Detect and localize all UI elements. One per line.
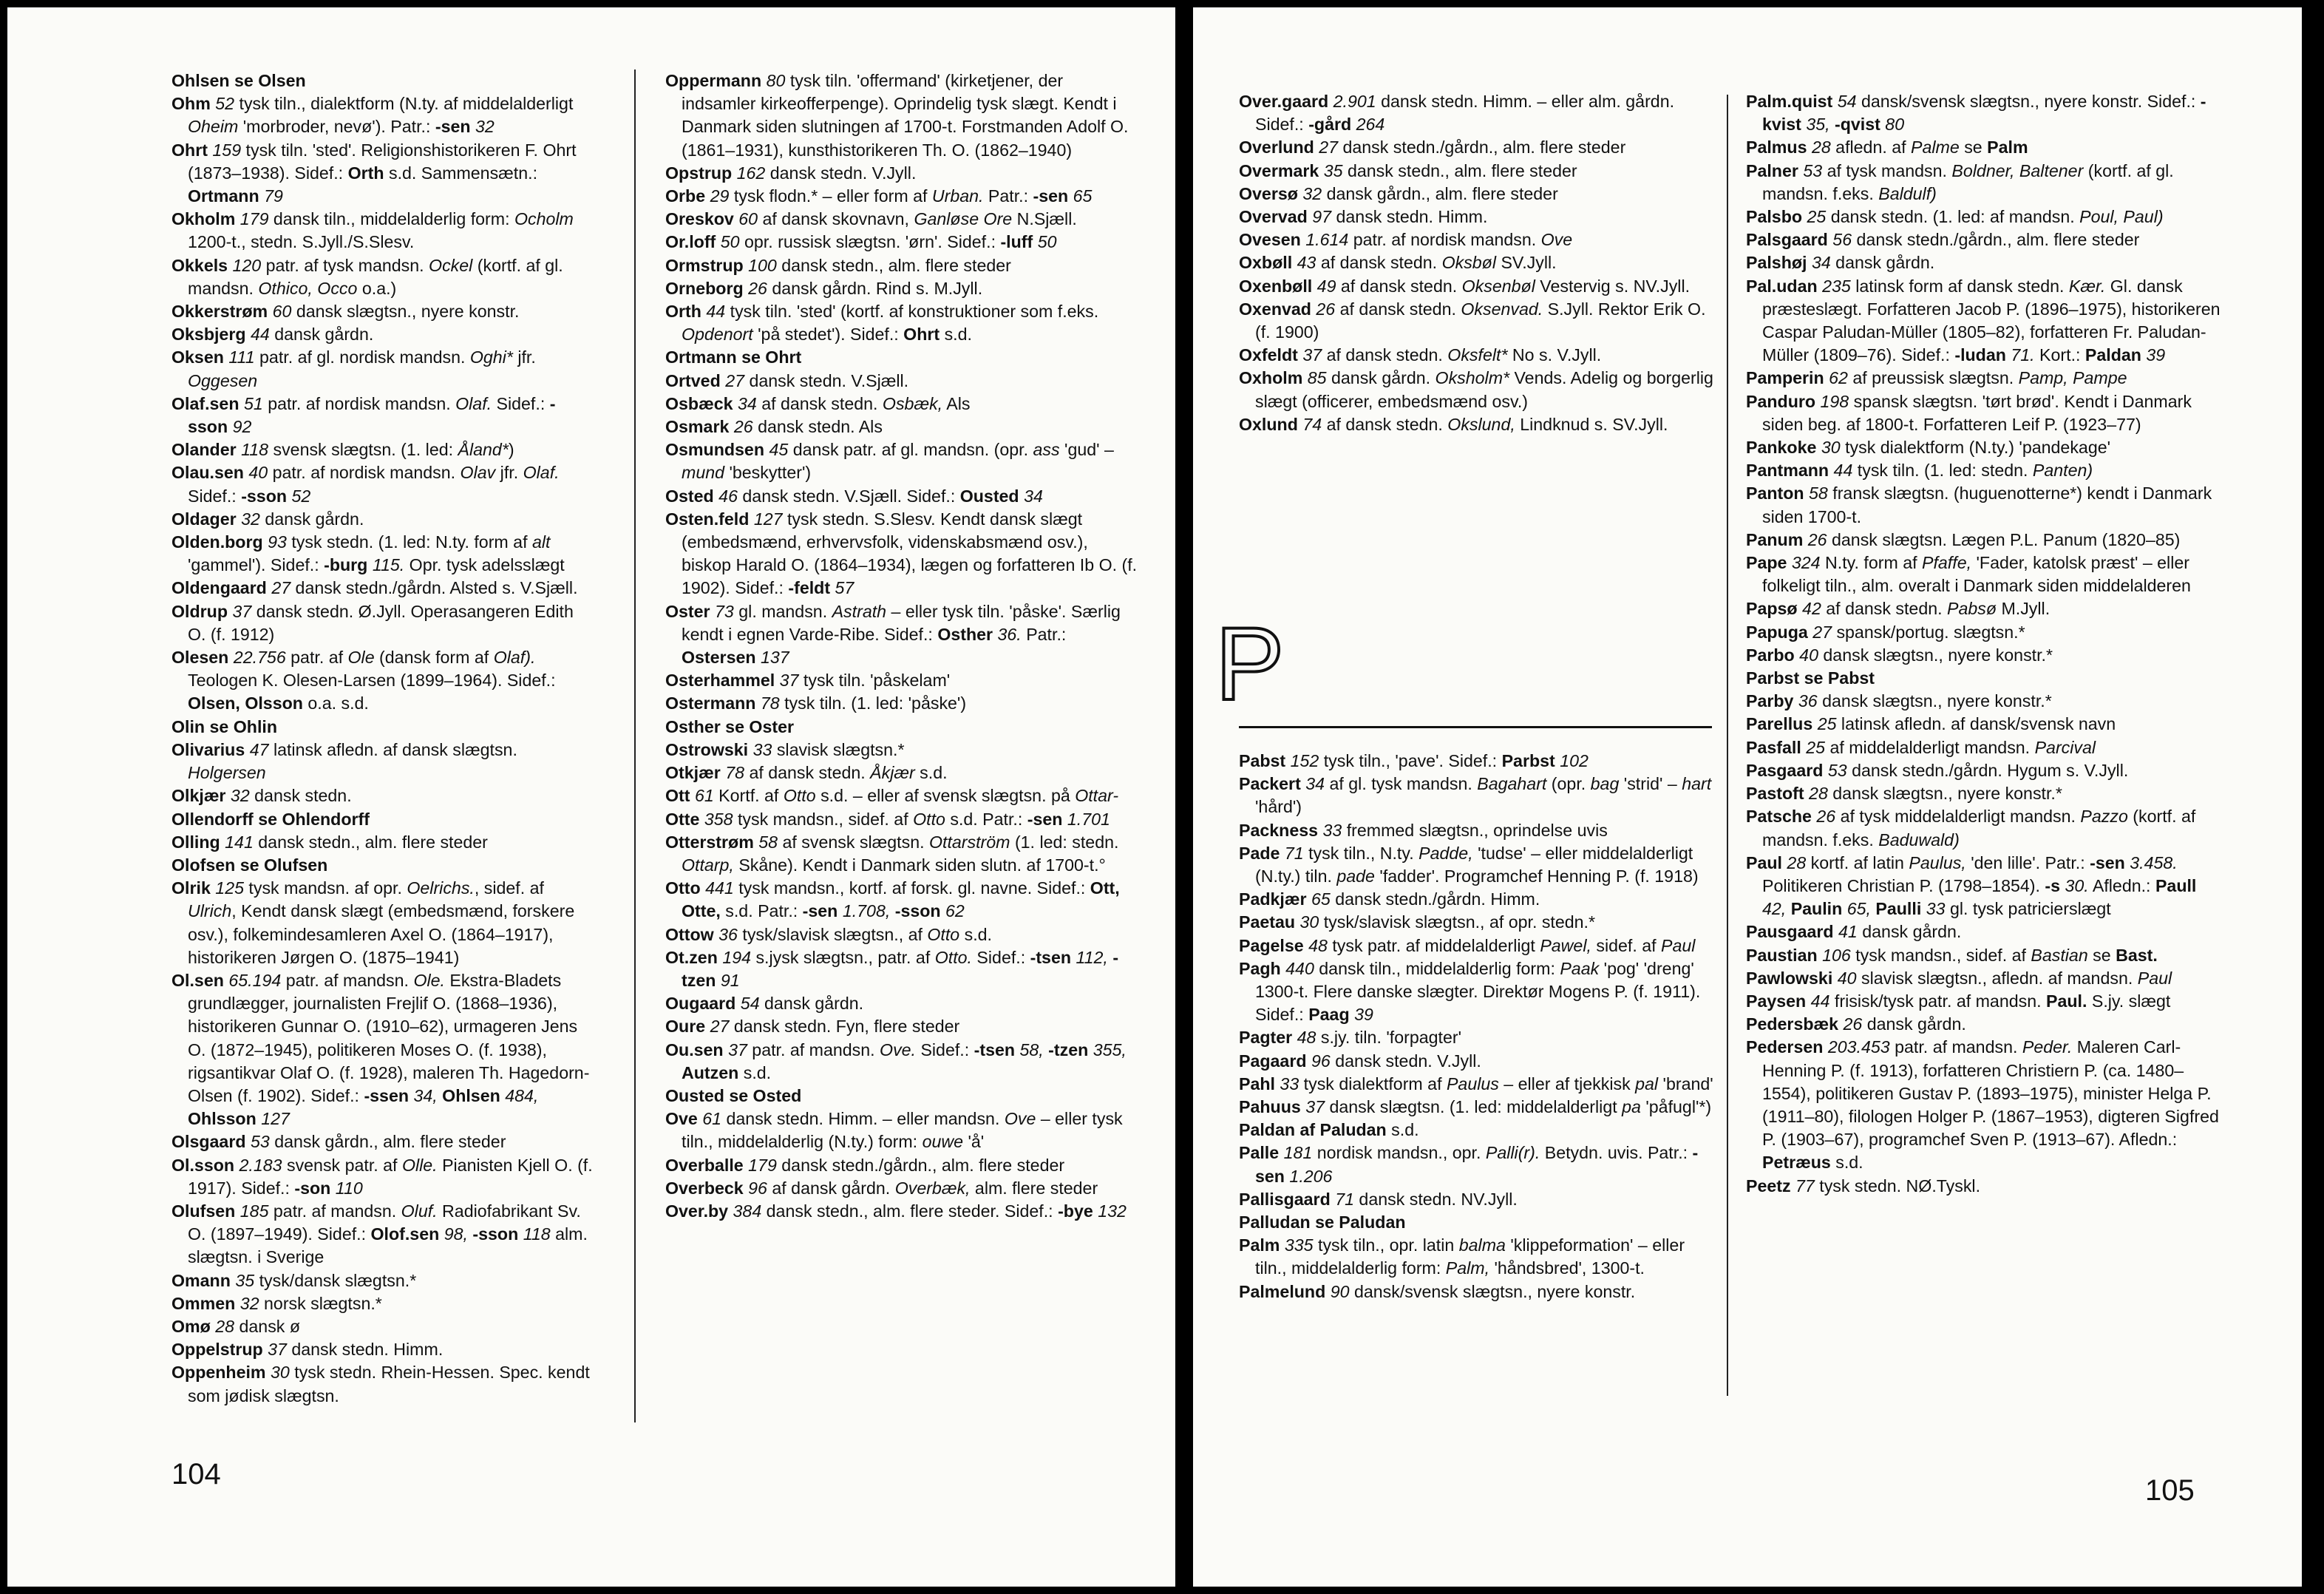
dictionary-entry: Palshøj 34 dansk gårdn.: [1746, 253, 1935, 273]
dictionary-entry: Ou.sen 37 patr. af mandsn. Ove. Sidef.: -tsen 58, -tzen 355, Autzen s.d.: [665, 1040, 1127, 1082]
dictionary-entry: Padkjær 65 dansk stedn./gårdn. Himm.: [1239, 889, 1540, 909]
dictionary-entry: Ove 61 dansk stedn. Himm. – eller mandsn. Ove – eller tysk tiln., middelalderlig (N.ty.) form: ouwe 'å': [665, 1109, 1123, 1152]
right-column-1-bottom: [1239, 750, 1713, 1303]
page-number: 105: [2145, 1474, 2195, 1507]
dictionary-entry: Olaf.sen 51 patr. af nordisk mandsn. Olaf. Sidef.: -sson 92: [171, 393, 556, 437]
dictionary-entry: Otkjær 78 af dansk stedn. Åkjær s.d.: [665, 763, 948, 783]
dictionary-entry: Oksbjerg 44 dansk gårdn.: [171, 325, 374, 345]
dictionary-entry: Otto 441 tysk mandsn., kortf. af forsk. gl. navne. Sidef.: Ott, Otte, s.d. Patr.: -sen 1.708, -sson 62: [665, 878, 1120, 921]
dictionary-entry: Overbeck 96 af dansk gårdn. Overbæk, alm. flere steder: [665, 1178, 1098, 1198]
dictionary-entry: Palm 335 tysk tiln., opr. latin balma 'klippeformation' – eller tiln., middelalderlig form: Palm, 'håndsbred', 1300-t.: [1239, 1235, 1685, 1278]
section-rule: [1239, 726, 1712, 728]
dictionary-entry: Pedersbæk 26 dansk gårdn.: [1746, 1014, 1966, 1034]
dictionary-entry: Palludan se Paludan: [1239, 1213, 1406, 1232]
dictionary-entry: Omann 35 tysk/dansk slægtsn.*: [171, 1270, 417, 1290]
dictionary-entry: Okkels 120 patr. af tysk mandsn. Ockel (kortf. af gl. mandsn. Othico, Occo o.a.): [171, 255, 563, 298]
dictionary-entry: Pausgaard 41 dansk gårdn.: [1746, 922, 1962, 942]
dictionary-entry: Omø 28 dansk ø: [171, 1316, 301, 1336]
dictionary-entry: Olden.borg 93 tysk stedn. (1. led: N.ty. form af alt 'gammel'). Sidef.: -burg 115. Opr. tysk adelsslægt: [171, 532, 565, 575]
dictionary-entry: Palner 53 af tysk mandsn. Boldner, Baltener (kortf. af gl. mandsn. f.eks. Baldulf): [1746, 160, 2174, 203]
dictionary-entry: Ohlsen se Olsen: [171, 71, 306, 90]
dictionary-entry: Oppelstrup 37 dansk stedn. Himm.: [171, 1340, 444, 1360]
dictionary-entry: Pabst 152 tysk tiln., 'pave'. Sidef.: Parbst 102: [1239, 751, 1589, 770]
dictionary-entry: Palm.quist 54 dansk/svensk slægtsn., nyere konstr. Sidef.: -kvist 35, -qvist 80: [1746, 92, 2206, 135]
dictionary-entry: Ohrt 159 tysk tiln. 'sted'. Religionshistorikeren F. Ohrt (1873–1938). Sidef.: Orth s.d. Sammensætn.: Ortmann 79: [171, 140, 577, 206]
dictionary-entry: Pallisgaard 71 dansk stedn. NV.Jyll.: [1239, 1189, 1518, 1209]
dictionary-entry: Oxholm 85 dansk gårdn. Oksholm* Vends. Adelig og borgerlig slægt (officerer, embedsmænd osv.): [1239, 368, 1713, 411]
dictionary-entry: Otte 358 tysk mandsn., sidef. af Otto s.d. Patr.: -sen 1.701: [665, 809, 1110, 829]
dictionary-entry: Olofsen se Olufsen: [171, 855, 328, 875]
dictionary-entry: Ott 61 Kortf. af Otto s.d. – eller af svensk slægtsn. på Ottar-: [665, 786, 1119, 806]
dictionary-entry: Paul 28 kortf. af latin Paulus, 'den lille'. Patr.: -sen 3.458. Politikeren Christian P. (1798–1854). -s 30. Afledn.: Paull 42, Paulin 65, Paulli 33 gl. tysk patricierslægt: [1746, 852, 2197, 919]
dictionary-entry: Ousted se Osted: [665, 1085, 802, 1105]
dictionary-entry: Oster 73 gl. mandsn. Astrath – eller tysk tiln. 'påske'. Særlig kendt i egnen Varde-Ribe. Sidef.: Osther 36. Patr.: Ostersen 137: [665, 601, 1121, 668]
dictionary-entry: Pankoke 30 tysk dialektform (N.ty.) 'pandekage': [1746, 438, 2111, 458]
dictionary-entry: Oppermann 80 tysk tiln. 'offermand' (kirketjener, der indsamler kirkeofferpenge). Oprindelig tysk slægt. Kendt i Danmark siden slutningen af 1700-t. Forstmanden Adolf O. (1861–1931), kunsthistorikeren Th. O. (1862–1940): [665, 71, 1129, 160]
dictionary-entry: Ostrowski 33 slavisk slægtsn.*: [665, 739, 905, 759]
dictionary-entry: Overvad 97 dansk stedn. Himm.: [1239, 207, 1488, 227]
dictionary-entry: Oppenheim 30 tysk stedn. Rhein-Hessen. Spec. kendt som jødisk slægtsn.: [171, 1363, 590, 1405]
dictionary-entry: Olling 141 dansk stedn., alm. flere steder: [171, 832, 488, 852]
dictionary-entry: Pahl 33 tysk dialektform af Paulus – eller af tjekkisk pal 'brand': [1239, 1074, 1713, 1093]
dictionary-entry: Olander 118 svensk slægtsn. (1. led: Åland*): [171, 440, 514, 460]
dictionary-entry: Pawlowski 40 slavisk slægtsn., afledn. af mandsn. Paul: [1746, 968, 2172, 988]
dictionary-entry: Oxfeldt 37 af dansk stedn. Oksfelt* No s. V.Jyll.: [1239, 345, 1602, 365]
dictionary-entry: Paldan af Paludan s.d.: [1239, 1120, 1419, 1140]
dictionary-entry: Paysen 44 frisisk/tysk patr. af mandsn. Paul. S.jy. slægt: [1746, 991, 2171, 1011]
dictionary-entry: Olufsen 185 patr. af mandsn. Oluf. Radiofabrikant Sv. O. (1897–1949). Sidef.: Olof.sen 98, -sson 118 alm. slægtsn. i Sverige: [171, 1201, 588, 1267]
dictionary-entry: Oksen 111 patr. af gl. nordisk mandsn. Oghi* jfr. Oggesen: [171, 347, 536, 390]
right-column-1-top: [1239, 90, 1713, 436]
section-letter-heading: P: [1215, 606, 1285, 722]
dictionary-entry: Patsche 26 af tysk middelalderligt mandsn. Pazzo (kortf. af mandsn. f.eks. Baduwald): [1746, 807, 2196, 849]
dictionary-entry: Panduro 198 spansk slægtsn. 'tørt brød'. Kendt i Danmark siden beg. af 1800-t. Forfatteren Leif P. (1923–77): [1746, 391, 2192, 434]
right-page: [1193, 7, 2302, 1587]
dictionary-entry: Osmark 26 dansk stedn. Als: [665, 417, 883, 437]
dictionary-entry: Oure 27 dansk stedn. Fyn, flere steder: [665, 1017, 960, 1037]
column-divider: [1727, 95, 1728, 1396]
dictionary-entry: Ovesen 1.614 patr. af nordisk mandsn. Ove: [1239, 230, 1573, 250]
dictionary-entry: Pagh 440 dansk tiln., middelalderlig form: Paak 'pog' 'dreng' 1300-t. Flere danske slægter. Direktør Mogens P. (f. 1911). Sidef.: Paag 39: [1239, 958, 1701, 1025]
dictionary-entry: Pahuus 37 dansk slægtsn. (1. led: middelalderligt pa 'påfugl'*): [1239, 1097, 1712, 1117]
dictionary-entry: Osmundsen 45 dansk patr. af gl. mandsn. (opr. ass 'gud' – mund 'beskytter'): [665, 440, 1114, 483]
dictionary-entry: Panum 26 dansk slægtsn. Lægen P.L. Panum (1820–85): [1746, 529, 2181, 549]
dictionary-entry: Ormstrup 100 dansk stedn., alm. flere steder: [665, 255, 1011, 275]
dictionary-entry: Paetau 30 tysk/slavisk slægtsn., af opr. stedn.*: [1239, 912, 1596, 932]
dictionary-entry: Overlund 27 dansk stedn./gårdn., alm. flere steder: [1239, 138, 1626, 157]
dictionary-entry: Olkjær 32 dansk stedn.: [171, 786, 352, 806]
dictionary-entry: Pasfall 25 af middelalderligt mandsn. Parcival: [1746, 737, 2096, 757]
dictionary-entry: Pagter 48 s.jy. tiln. 'forpagter': [1239, 1028, 1461, 1048]
dictionary-entry: Overballe 179 dansk stedn./gårdn., alm. flere steder: [665, 1155, 1065, 1175]
dictionary-entry: Olin se Ohlin: [171, 716, 278, 736]
dictionary-entry: Pasgaard 53 dansk stedn./gårdn. Hygum s. V.Jyll.: [1746, 760, 2129, 780]
left-page: [7, 7, 1175, 1587]
dictionary-entry: Orbe 29 tysk flodn.* – eller form af Urban. Patr.: -sen 65: [665, 186, 1093, 206]
dictionary-entry: Osted 46 dansk stedn. V.Sjæll. Sidef.: Ousted 34: [665, 486, 1043, 506]
column-divider: [634, 69, 636, 1422]
dictionary-entry: Olau.sen 40 patr. af nordisk mandsn. Olav jfr. Olaf. Sidef.: -sson 52: [171, 463, 560, 506]
dictionary-entry: Osther se Oster: [665, 716, 794, 736]
dictionary-entry: Palmelund 90 dansk/svensk slægtsn., nyere konstr.: [1239, 1281, 1636, 1301]
left-column-2: [665, 69, 1142, 1223]
page-number: 104: [171, 1458, 221, 1490]
dictionary-entry: Oxlund 74 af dansk stedn. Okslund, Lindknud s. SV.Jyll.: [1239, 414, 1668, 434]
dictionary-entry: Pape 324 N.ty. form af Pfaffe, 'Fader, katolsk præst' – eller folkeligt tiln., alm. overalt i Danmark siden middelalderen: [1746, 553, 2191, 596]
dictionary-entry: Orneborg 26 dansk gårdn. Rind s. M.Jyll.: [665, 278, 983, 298]
dictionary-entry: Ol.sson 2.183 svensk patr. af Olle. Pianisten Kjell O. (f. 1917). Sidef.: -son 110: [171, 1155, 593, 1198]
dictionary-entry: Okkerstrøm 60 dansk slægtsn., nyere konstr.: [171, 302, 520, 322]
dictionary-entry: Or.loff 50 opr. russisk slægtsn. 'ørn'. Sidef.: -luff 50: [665, 232, 1057, 252]
dictionary-entry: Overmark 35 dansk stedn., alm. flere steder: [1239, 160, 1577, 180]
dictionary-entry: Pedersen 203.453 patr. af mandsn. Peder. Maleren Carl-Henning P. (f. 1913), forfatteren Christiern P. (ca. 1480–1554), politikeren Gustav P. (1893–1975), minister Helga P. (1911–80), filologen Holger P. (1867–1953), digteren Sigfred P. (1903–67), programchef Sven P. (1913–67). Afledn.: Petræus s.d.: [1746, 1037, 2219, 1173]
dictionary-entry: Osterhammel 37 tysk tiln. 'påskelam': [665, 671, 951, 691]
dictionary-entry: Packness 33 fremmed slægtsn., oprindelse uvis: [1239, 820, 1608, 840]
dictionary-entry: Ortmann se Ohrt: [665, 347, 802, 367]
dictionary-entry: Oldager 32 dansk gårdn.: [171, 509, 364, 529]
dictionary-entry: Pamperin 62 af preussisk slægtsn. Pamp, Pampe: [1746, 368, 2127, 388]
dictionary-entry: Papsø 42 af dansk stedn. Pabsø M.Jyll.: [1746, 599, 2051, 619]
dictionary-entry: Palsgaard 56 dansk stedn./gårdn., alm. flere steder: [1746, 230, 2140, 250]
dictionary-entry: Osten.feld 127 tysk stedn. S.Slesv. Kendt dansk slægt (embedsmænd, erhvervsfolk, videnskabsmænd osv.), biskop Harald O. (1864–1934), lægen og forfatteren Ib O. (f. 1902). Sidef.: -feldt 57: [665, 509, 1138, 598]
dictionary-entry: Otterstrøm 58 af svensk slægtsn. Ottarström (1. led: stedn. Ottarp, Skåne). Kendt i Danmark siden slutn. af 1700-t.°: [665, 832, 1119, 875]
dictionary-entry: Orth 44 tysk tiln. 'sted' (kortf. af konstruktioner som f.eks. Opdenort 'på stedet'). Sidef.: Ohrt s.d.: [665, 302, 1099, 345]
dictionary-entry: Parbo 40 dansk slægtsn., nyere konstr.*: [1746, 645, 2053, 665]
dictionary-entry: Papuga 27 spansk/portug. slægtsn.*: [1746, 622, 2025, 642]
dictionary-entry: Packert 34 af gl. tysk mandsn. Bagahart (opr. bag 'strid' – hart 'hård'): [1239, 774, 1712, 817]
dictionary-entry: Olrik 125 tysk mandsn. af opr. Oelrichs., sidef. af Ulrich, Kendt dansk slægt (embedsmænd, forskere osv.), folkemindesamleren Axel O. (1864–1917), historikeren Jørgen O. (1875–1941): [171, 878, 575, 967]
dictionary-entry: Ortved 27 dansk stedn. V.Sjæll.: [665, 370, 909, 390]
dictionary-entry: Oreskov 60 af dansk skovnavn, Ganløse Ore N.Sjæll.: [665, 209, 1077, 229]
dictionary-entry: Oldrup 37 dansk stedn. Ø.Jyll. Operasangeren Edith O. (f. 1912): [171, 601, 574, 644]
dictionary-entry: Ohm 52 tysk tiln., dialektform (N.ty. af middelalderligt Oheim 'morbroder, nevø'). Patr.: -sen 32: [171, 94, 574, 137]
dictionary-entry: Panton 58 fransk slægtsn. (huguenotterne*) kendt i Danmark siden 1700-t.: [1746, 484, 2212, 526]
dictionary-entry: Opstrup 162 dansk stedn. V.Jyll.: [665, 163, 917, 183]
dictionary-entry: Ol.sen 65.194 patr. af mandsn. Ole. Ekstra-Bladets grundlægger, journalisten Frejlif O. (1868–1936), historikeren Gunnar O. (1910–62), urmageren Jens O. (1872–1945), politikeren Moses O. (f. 1938), rigsantikvar Olaf O. (f. 1928), maleren Th. Hagedorn-Olsen (f. 1902). Sidef.: -ssen 34, Ohlsen 484, Ohlsson 127: [171, 970, 590, 1129]
dictionary-entry: Pantmann 44 tysk tiln. (1. led: stedn. Panten): [1746, 461, 2093, 481]
dictionary-entry: Ommen 32 norsk slægtsn.*: [171, 1293, 382, 1313]
dictionary-entry: Olivarius 47 latinsk afledn. af dansk slægtsn. Holgersen: [171, 739, 517, 783]
book-gutter: [1175, 0, 1193, 1594]
dictionary-entry: Ollendorff se Ohlendorff: [171, 809, 370, 829]
dictionary-entry: Oversø 32 dansk gårdn., alm. flere steder: [1239, 183, 1558, 203]
dictionary-entry: Pade 71 tysk tiln., N.ty. Padde, 'tudse' – eller middelalderligt (N.ty.) tiln. pade 'fadder'. Programchef Henning P. (f. 1918): [1239, 843, 1699, 886]
right-edge: [2302, 0, 2324, 1594]
dictionary-entry: Ougaard 54 dansk gårdn.: [665, 994, 864, 1014]
dictionary-entry: Osbæck 34 af dansk stedn. Osbæk, Als: [665, 393, 971, 413]
dictionary-entry: Paustian 106 tysk mandsn., sidef. af Bastian se Bast.: [1746, 945, 2158, 965]
dictionary-entry: Pal.udan 235 latinsk form af dansk stedn. Kær. Gl. dansk præsteslægt. Forfatteren Jacob P. (1896–1975), historikeren Caspar Paludan-Müller (1805–82), forfatteren Fr. Paludan-Müller (1809–76). Sidef.: -ludan 71. Kort.: Paldan 39: [1746, 276, 2221, 365]
dictionary-entry: Palsbo 25 dansk stedn. (1. led: af mandsn. Poul, Paul): [1746, 207, 2164, 227]
dictionary-entry: Peetz 77 tysk stedn. NØ.Tyskl.: [1746, 1176, 1981, 1196]
dictionary-entry: Pastoft 28 dansk slægtsn., nyere konstr.*: [1746, 784, 2062, 804]
dictionary-entry: Ostermann 78 tysk tiln. (1. led: 'påske'): [665, 693, 967, 713]
dictionary-entry: Olesen 22.756 patr. af Ole (dansk form af Olaf). Teologen K. Olesen-Larsen (1899–1964). Sidef.: Olsen, Olsson o.a. s.d.: [171, 648, 556, 713]
dictionary-entry: Okholm 179 dansk tiln., middelalderlig form: Ocholm 1200-t., stedn. S.Jyll./S.Slesv.: [171, 209, 574, 252]
dictionary-entry: Ottow 36 tysk/slavisk slægtsn., af Otto s.d.: [665, 924, 993, 944]
dictionary-entry: Over.gaard 2.901 dansk stedn. Himm. – eller alm. gårdn. Sidef.: -gård 264: [1239, 92, 1675, 135]
dictionary-entry: Palle 181 nordisk mandsn., opr. Palli(r). Betydn. uvis. Patr.: -sen 1.206: [1239, 1143, 1699, 1186]
dictionary-entry: Oxenbøll 49 af dansk stedn. Oksenbøl Vestervig s. NV.Jyll.: [1239, 276, 1691, 296]
left-column-1: [171, 69, 594, 1408]
dictionary-entry: Parellus 25 latinsk afledn. af dansk/svensk navn: [1746, 714, 2116, 734]
dictionary-entry: Pagaard 96 dansk stedn. V.Jyll.: [1239, 1051, 1481, 1071]
right-column-2: [1746, 90, 2223, 1198]
dictionary-entry: Olsgaard 53 dansk gårdn., alm. flere steder: [171, 1132, 506, 1152]
dictionary-entry: Oxenvad 26 af dansk stedn. Oksenvad. S.Jyll. Rektor Erik O. (f. 1900): [1239, 299, 1706, 342]
dictionary-entry: Oxbøll 43 af dansk stedn. Oksbøl SV.Jyll.: [1239, 253, 1557, 273]
dictionary-entry: Palmus 28 afledn. af Palme se Palm: [1746, 138, 2028, 157]
dictionary-entry: Pagelse 48 tysk patr. af middelalderligt Pawel, sidef. af Paul: [1239, 935, 1696, 955]
dictionary-entry: Ot.zen 194 s.jysk slægtsn., patr. af Otto. Sidef.: -tsen 112, -tzen 91: [665, 947, 1119, 990]
dictionary-entry: Parbst se Pabst: [1746, 668, 1875, 688]
dictionary-entry: Parby 36 dansk slægtsn., nyere konstr.*: [1746, 691, 2052, 711]
dictionary-entry: Oldengaard 27 dansk stedn./gårdn. Alsted s. V.Sjæll.: [171, 578, 578, 598]
dictionary-entry: Over.by 384 dansk stedn., alm. flere steder. Sidef.: -bye 132: [665, 1201, 1127, 1221]
